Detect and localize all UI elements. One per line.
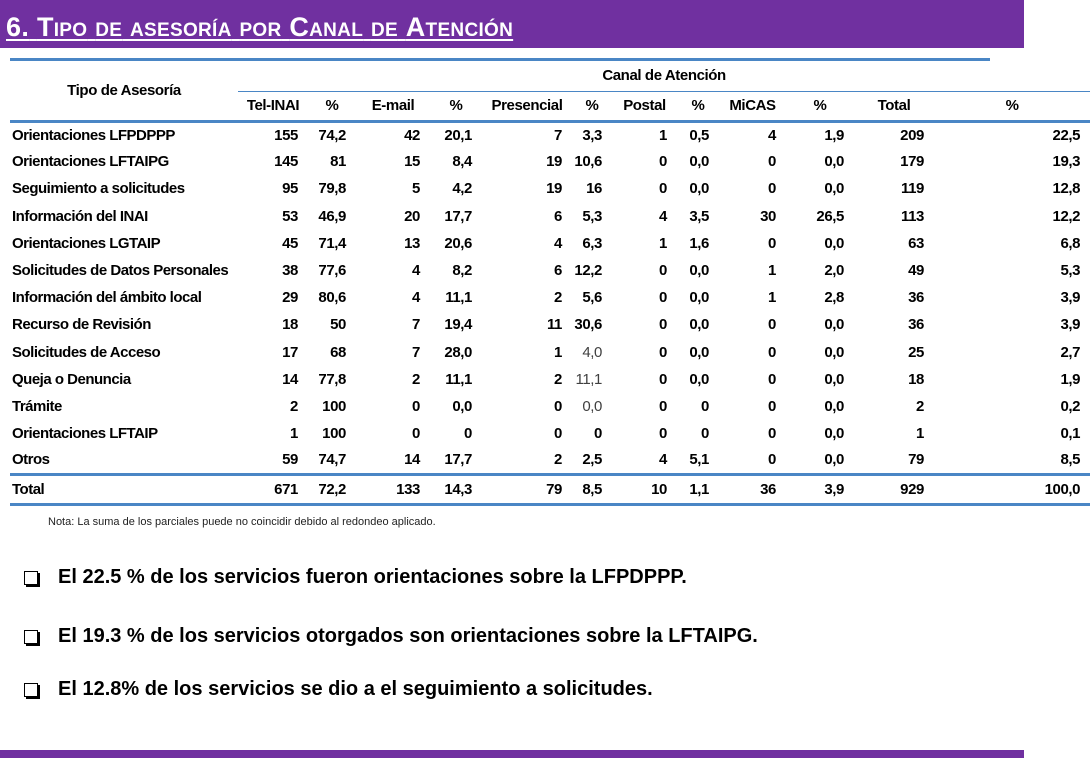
slide-title: 6. Tipo de asesoría por Canal de Atención xyxy=(6,12,514,42)
bullet-text: El 19.3 % de los servicios otorgados son orientaciones sobre la LFTAIPG. xyxy=(58,625,758,647)
table-cell: 0,0 xyxy=(824,425,844,443)
table-cell: 77,8 xyxy=(318,370,346,388)
row-label: Información del INAI xyxy=(12,207,148,225)
table-cell: 8,2 xyxy=(452,262,472,280)
table-cell: 4 xyxy=(768,126,776,144)
table-cell: 0,0 xyxy=(824,153,844,171)
table-cell: 0 xyxy=(554,425,562,443)
row-header: Tipo de Asesoría xyxy=(10,61,238,121)
table-cell: 19,3 xyxy=(1052,153,1081,171)
table-cell: 0 xyxy=(768,450,776,468)
table-cell: 1 xyxy=(290,425,298,443)
table-cell: 8,4 xyxy=(452,153,472,171)
table-cell: 72,2 xyxy=(308,474,356,504)
table-cell: 0,1 xyxy=(1060,425,1081,443)
table-cell: 3,5 xyxy=(689,207,709,225)
table-row xyxy=(10,366,1090,393)
table-cell: 0 xyxy=(768,370,776,388)
table-row xyxy=(10,148,1090,175)
column-header: % xyxy=(308,91,356,121)
table-cell: 6,3 xyxy=(582,234,602,252)
table-cell: 49 xyxy=(908,262,924,280)
table-cell: 8,5 xyxy=(1060,450,1081,468)
table-cell: 14 xyxy=(282,370,298,388)
column-header: % xyxy=(934,91,1090,121)
table-row xyxy=(10,339,1090,366)
table-cell: 0,0 xyxy=(824,397,844,415)
table-cell: 20,1 xyxy=(444,126,472,144)
table-cell: 0 xyxy=(768,343,776,361)
table-cell: 7 xyxy=(554,126,562,144)
table-cell: 11,1 xyxy=(575,370,602,388)
bullet-text: El 12.8% de los servicios se dio a el seguimiento a solicitudes. xyxy=(58,678,653,700)
table-cell: 1 xyxy=(659,126,667,144)
table-cell: 53 xyxy=(282,207,298,225)
table-cell: 7 xyxy=(412,316,420,334)
table-cell: 79 xyxy=(908,450,924,468)
table-cell: 119 xyxy=(901,180,924,198)
table-cell: 71,4 xyxy=(318,234,346,252)
title-word: Tipo xyxy=(36,12,88,42)
table-cell: 0 xyxy=(768,425,776,443)
table-cell: 155 xyxy=(274,126,298,144)
table-cell: 0,0 xyxy=(824,343,844,361)
title-bar xyxy=(0,0,1024,48)
table-cell: 74,2 xyxy=(318,126,346,144)
table-cell: 1 xyxy=(659,234,667,252)
bullet-item xyxy=(24,625,758,648)
table-cell: 80,6 xyxy=(318,289,346,307)
table-cell: 0,0 xyxy=(824,234,844,252)
table-cell: 0,0 xyxy=(824,370,844,388)
table-cell: 1 xyxy=(768,289,776,307)
table-cell: 50 xyxy=(330,316,346,334)
table-cell: 0,0 xyxy=(689,289,709,307)
table-cell: 3,9 xyxy=(786,474,854,504)
bullet-item xyxy=(24,566,687,589)
table-cell: 2,0 xyxy=(824,262,844,280)
table-cell: 30,6 xyxy=(574,316,602,334)
bottom-bar xyxy=(0,750,1024,758)
table-cell: 2 xyxy=(554,450,562,468)
table-cell: 7 xyxy=(412,343,420,361)
table-cell: 1 xyxy=(554,343,562,361)
table-cell: 179 xyxy=(900,153,924,171)
table-cell: 0 xyxy=(659,316,667,334)
table-cell: 63 xyxy=(908,234,924,252)
row-label: Total xyxy=(10,474,238,504)
table-row xyxy=(10,393,1090,420)
table-cell: 19,4 xyxy=(444,316,472,334)
table-cell: 0 xyxy=(768,234,776,252)
table-cell: 4 xyxy=(554,234,562,252)
table-cell: 2,8 xyxy=(824,289,844,307)
column-header: E-mail xyxy=(356,91,430,121)
table-row xyxy=(10,230,1090,257)
table-row xyxy=(10,447,1090,474)
table-cell: 0,5 xyxy=(689,126,709,144)
table-cell: 12,8 xyxy=(1052,180,1081,198)
table-cell: 18 xyxy=(908,370,924,388)
column-header: % xyxy=(786,91,854,121)
table-cell: 6 xyxy=(554,207,562,225)
table-cell: 14,3 xyxy=(430,474,482,504)
table-cell: 0,0 xyxy=(824,180,844,198)
table-cell: 0 xyxy=(594,425,602,443)
table-cell: 19 xyxy=(546,153,562,171)
table-cell: 0 xyxy=(659,343,667,361)
table-cell: 30 xyxy=(760,207,776,225)
table-cell: 16 xyxy=(586,180,602,198)
table-cell: 100 xyxy=(322,397,346,415)
table-cell: 38 xyxy=(282,262,298,280)
row-label: Seguimiento a solicitudes xyxy=(12,180,185,198)
table-cell: 100 xyxy=(322,425,346,443)
row-label: Solicitudes de Acceso xyxy=(12,343,161,361)
table-cell: 36 xyxy=(908,316,924,334)
group-header: Canal de Atención xyxy=(602,67,726,85)
table-cell: 0,0 xyxy=(689,316,709,334)
row-label: Queja o Denuncia xyxy=(12,370,131,388)
table-cell: 0,0 xyxy=(689,343,709,361)
table-cell: 42 xyxy=(404,126,420,144)
footnote: Nota: La suma de los parciales puede no coincidir debido al redondeo aplicado. xyxy=(48,516,436,528)
row-label: Información del ámbito local xyxy=(12,289,202,307)
table-cell: 20,6 xyxy=(444,234,472,252)
title-word: Canal xyxy=(289,12,364,42)
table-cell: 19 xyxy=(546,180,562,198)
column-header: % xyxy=(430,91,482,121)
table-row xyxy=(10,311,1090,338)
table-cell: 4 xyxy=(659,450,667,468)
table-cell: 1,6 xyxy=(689,234,709,252)
table-cell: 4 xyxy=(659,207,667,225)
table-cell: 4 xyxy=(412,289,420,307)
table-cell: 0 xyxy=(768,316,776,334)
bullet-text: El 22.5 % de los servicios fueron orientaciones sobre la LFPDPPP. xyxy=(58,566,687,588)
table-cell: 0,0 xyxy=(824,316,844,334)
table-cell: 2 xyxy=(916,397,924,415)
table-cell: 0,0 xyxy=(689,153,709,171)
table-cell: 29 xyxy=(282,289,298,307)
table-cell: 0 xyxy=(659,425,667,443)
table-cell: 26,5 xyxy=(816,207,844,225)
table-cell: 4,2 xyxy=(452,180,472,198)
table-cell: 3,9 xyxy=(1060,289,1081,307)
table-cell: 100,0 xyxy=(934,474,1090,504)
table-cell: 17,7 xyxy=(444,450,472,468)
table-cell: 15 xyxy=(404,153,420,171)
table-cell: 2 xyxy=(554,370,562,388)
table-cell: 17,7 xyxy=(444,207,472,225)
table-row xyxy=(10,257,1090,284)
table-row xyxy=(10,284,1090,311)
table-cell: 11 xyxy=(546,316,562,334)
table-row xyxy=(10,420,1090,447)
table-cell: 0 xyxy=(659,262,667,280)
table-cell: 0 xyxy=(412,397,420,415)
row-label: Orientaciones LGTAIP xyxy=(12,234,161,252)
total-row xyxy=(10,474,1090,504)
table-cell: 0 xyxy=(768,180,776,198)
table-cell: 133 xyxy=(356,474,430,504)
table-cell: 46,9 xyxy=(318,207,346,225)
table-cell: 6,8 xyxy=(1060,234,1081,252)
table-cell: 20 xyxy=(404,207,420,225)
table-cell: 1,9 xyxy=(824,126,844,144)
title-word: de xyxy=(370,12,398,42)
title-word: asesoría xyxy=(130,12,232,42)
column-header: % xyxy=(572,91,612,121)
table-cell: 4,0 xyxy=(582,343,602,361)
table-cell: 1 xyxy=(916,425,924,443)
table-cell: 1,1 xyxy=(677,474,719,504)
table-cell: 0 xyxy=(554,397,562,415)
table-cell: 113 xyxy=(901,207,924,225)
table-cell: 2 xyxy=(554,289,562,307)
row-label: Orientaciones LFTAIP xyxy=(12,425,158,443)
row-label: Orientaciones LFPDPPP xyxy=(12,126,175,144)
table-cell: 0,0 xyxy=(689,370,709,388)
table-cell: 0,0 xyxy=(452,397,472,415)
table-cell: 13 xyxy=(404,234,420,252)
table-cell: 0,0 xyxy=(824,450,844,468)
column-header: Total xyxy=(854,91,934,121)
table-cell: 12,2 xyxy=(574,262,602,280)
table-cell: 2,5 xyxy=(582,450,602,468)
title-word: Atención xyxy=(405,12,514,42)
table-cell: 8,5 xyxy=(572,474,612,504)
table-cell: 12,2 xyxy=(1052,207,1081,225)
table-cell: 4 xyxy=(412,262,420,280)
table-cell: 0 xyxy=(659,180,667,198)
table-cell: 0,0 xyxy=(689,262,709,280)
table-cell: 145 xyxy=(274,153,298,171)
table-cell: 209 xyxy=(900,126,924,144)
column-header: Postal xyxy=(612,91,677,121)
table-cell: 18 xyxy=(282,316,298,334)
table-cell: 0 xyxy=(701,425,709,443)
checkbox-bullet-icon xyxy=(24,683,38,697)
table-cell: 77,6 xyxy=(318,262,346,280)
table-cell: 28,0 xyxy=(444,343,472,361)
table-cell: 3,9 xyxy=(1060,316,1081,334)
row-label: Orientaciones LFTAIPG xyxy=(12,153,169,171)
table-cell: 36 xyxy=(719,474,786,504)
advisory-table xyxy=(10,58,1081,506)
table-cell: 10 xyxy=(612,474,677,504)
table-cell: 3,3 xyxy=(582,126,602,144)
table-cell: 17 xyxy=(282,343,298,361)
row-label: Trámite xyxy=(12,397,62,415)
table-row xyxy=(10,175,1090,202)
table-cell: 2 xyxy=(290,397,298,415)
checkbox-bullet-icon xyxy=(24,571,38,585)
table-cell: 36 xyxy=(908,289,924,307)
table-cell: 59 xyxy=(282,450,298,468)
table-cell: 68 xyxy=(330,343,346,361)
table-cell: 11,1 xyxy=(445,289,472,307)
column-header: % xyxy=(677,91,719,121)
table-cell: 0 xyxy=(464,425,472,443)
row-label: Recurso de Revisión xyxy=(12,316,151,334)
table-cell: 11,1 xyxy=(445,370,472,388)
column-header: MiCAS xyxy=(719,91,786,121)
table-cell: 95 xyxy=(282,180,298,198)
table-cell: 10,6 xyxy=(574,153,602,171)
table-cell: 929 xyxy=(854,474,934,504)
table-cell: 6 xyxy=(554,262,562,280)
title-word: de xyxy=(95,12,123,42)
table-cell: 0 xyxy=(659,370,667,388)
table-cell: 81 xyxy=(330,153,346,171)
table-cell: 0 xyxy=(659,289,667,307)
bullet-item xyxy=(24,678,653,701)
table-cell: 74,7 xyxy=(318,450,346,468)
title-word: por xyxy=(239,12,282,42)
table-cell: 1 xyxy=(768,262,776,280)
table-cell: 0,2 xyxy=(1060,397,1081,415)
table-cell: 25 xyxy=(908,343,924,361)
table-cell: 5 xyxy=(412,180,420,198)
table-cell: 0 xyxy=(412,425,420,443)
column-header: Tel-INAI xyxy=(238,91,308,121)
table-cell: 671 xyxy=(238,474,308,504)
table-cell: 0,0 xyxy=(582,397,602,415)
checkbox-bullet-icon xyxy=(24,630,38,644)
table-cell: 79 xyxy=(482,474,572,504)
table-row xyxy=(10,121,1090,148)
table-cell: 5,3 xyxy=(582,207,602,225)
table-cell: 0 xyxy=(701,397,709,415)
table-cell: 0 xyxy=(768,153,776,171)
table-cell: 0 xyxy=(659,397,667,415)
table-cell: 5,6 xyxy=(582,289,602,307)
data-table xyxy=(10,61,1090,506)
table-cell: 14 xyxy=(404,450,420,468)
table-cell: 0,0 xyxy=(689,180,709,198)
table-row xyxy=(10,203,1090,230)
column-header: Presencial xyxy=(482,91,572,121)
table-cell: 79,8 xyxy=(318,180,346,198)
table-cell: 5,1 xyxy=(689,450,709,468)
row-label: Otros xyxy=(12,450,50,468)
table-cell: 2,7 xyxy=(1060,343,1081,361)
table-cell: 45 xyxy=(282,234,298,252)
table-cell: 0 xyxy=(768,397,776,415)
table-cell: 1,9 xyxy=(1060,370,1081,388)
table-cell: 5,3 xyxy=(1060,262,1081,280)
table-body xyxy=(10,121,1090,504)
row-label: Solicitudes de Datos Personales xyxy=(12,262,229,280)
table-cell: 2 xyxy=(412,370,420,388)
table-cell: 0 xyxy=(659,153,667,171)
table-cell: 22,5 xyxy=(1052,126,1081,144)
